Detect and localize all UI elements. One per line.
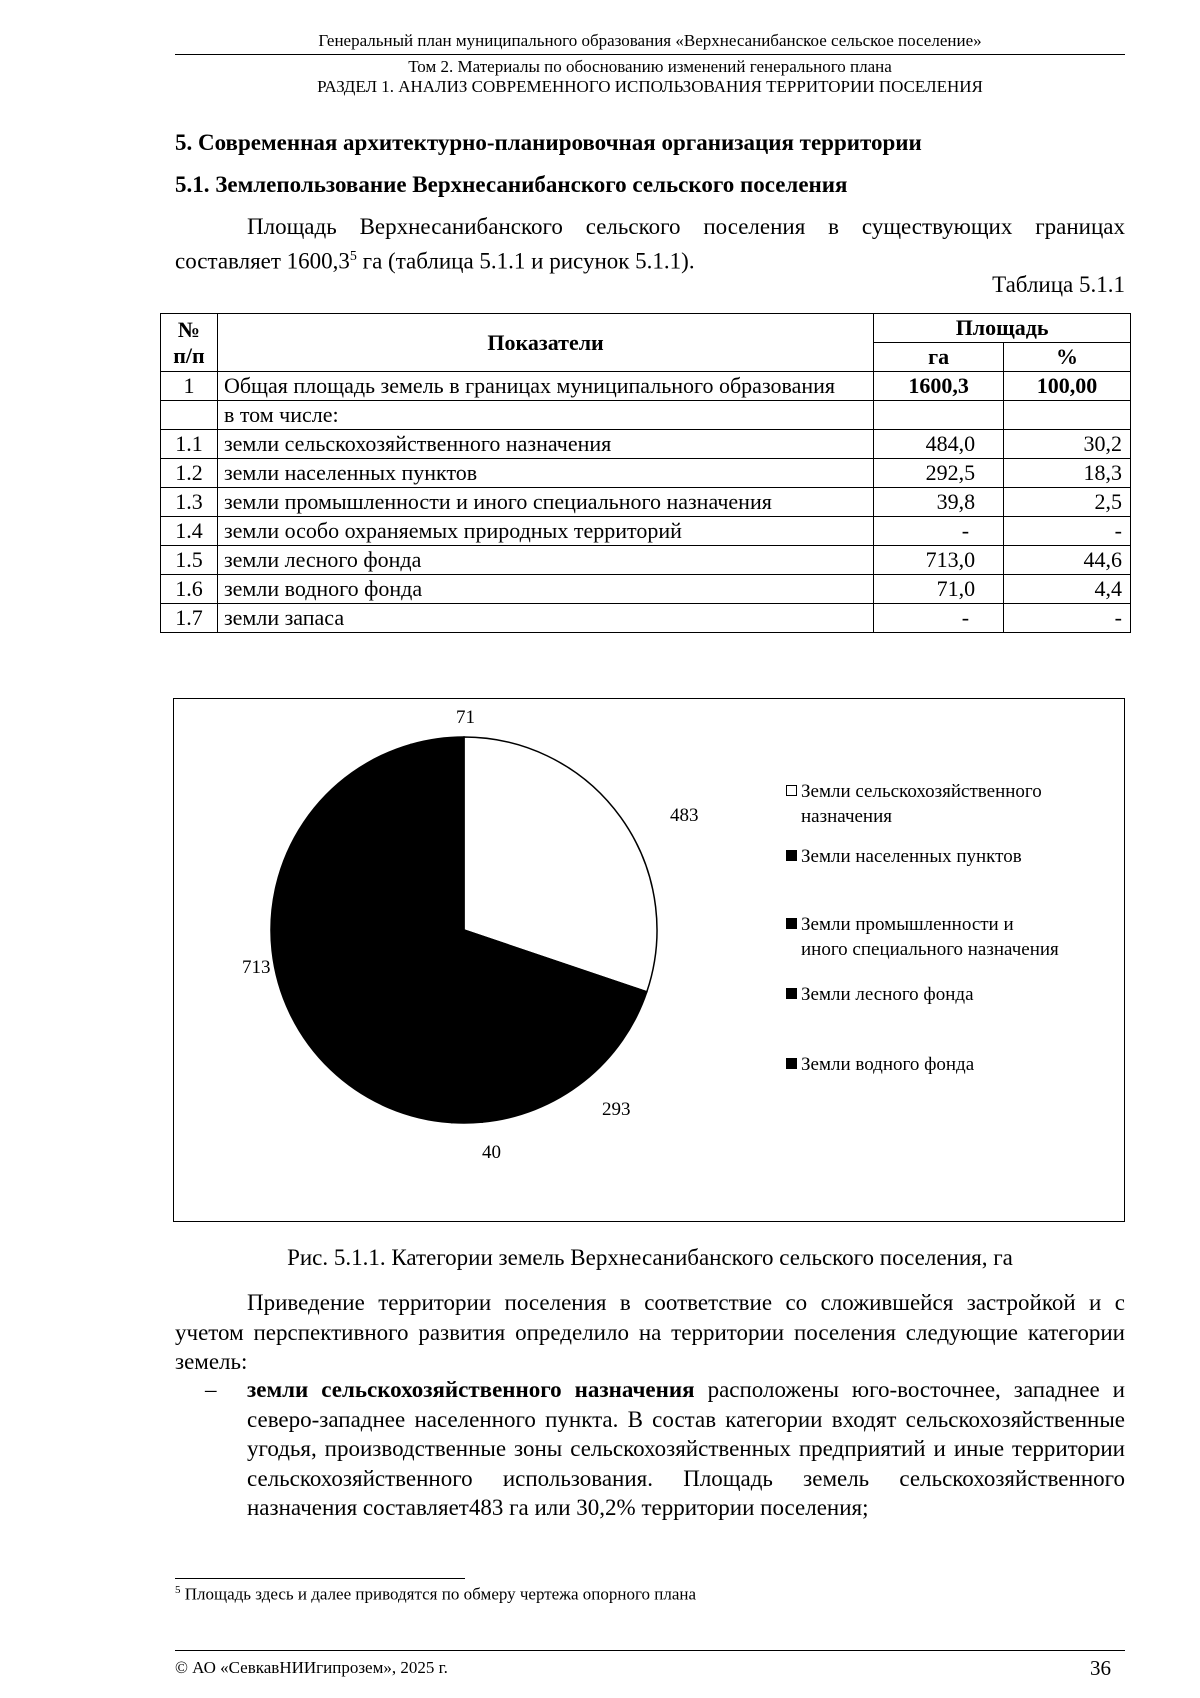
col-header-area: Площадь [874, 314, 1131, 343]
table-row [161, 430, 1131, 459]
row-num: 1.5 [161, 546, 218, 575]
legend-swatch [786, 1058, 797, 1069]
footnote-rule [175, 1578, 465, 1579]
land-table [160, 313, 1131, 633]
table-row [161, 517, 1131, 546]
footnote [175, 1584, 696, 1605]
table-row [161, 401, 1131, 430]
row-num: 1 [161, 372, 218, 401]
row-pct: 4,4 [1004, 575, 1131, 604]
footer-rule [175, 1650, 1125, 1651]
doc-header-volume: Том 2. Материалы по обоснованию изменений генерального плана [408, 57, 892, 76]
header-rule [175, 54, 1125, 55]
table-row [161, 372, 1131, 401]
data-label-agri: 483 [670, 805, 699, 826]
row-name: земли водного фонда [217, 575, 873, 604]
page-number: 36 [1090, 1656, 1111, 1680]
footer-copyright: © АО «СевкавНИИгипрозем», 2025 г. [175, 1658, 448, 1677]
row-pct: - [1004, 604, 1131, 633]
figure-caption: Рис. 5.1.1. Категории земель Верхнесанибанского сельского поселения, га [287, 1245, 1013, 1270]
row-name: земли населенных пунктов [217, 459, 873, 488]
row-name: земли лесного фонда [217, 546, 873, 575]
table-row [161, 575, 1131, 604]
paragraph-2-text: Приведение территории поселения в соответствие со сложившейся застройкой и с учетом перспективного развития определило на территории поселения следующие категории земель: [175, 1290, 1125, 1374]
row-pct: 44,6 [1004, 546, 1131, 575]
row-name: земли сельскохозяйственного назначения [217, 430, 873, 459]
row-ha: - [874, 517, 1004, 546]
row-name: Общая площадь земель в границах муниципального образования [217, 372, 873, 401]
col-header-num: № п/п [161, 314, 218, 372]
row-ha: 71,0 [874, 575, 1004, 604]
row-num: 1.4 [161, 517, 218, 546]
table-row [161, 604, 1131, 633]
row-ha: 292,5 [874, 459, 1004, 488]
row-ha [874, 401, 1004, 430]
legend-swatch [786, 785, 797, 796]
footnote-ref[interactable]: 5 [349, 248, 357, 264]
doc-header-title: Генеральный план муниципального образования «Верхнесанибанское сельское поселение» [318, 31, 982, 50]
legend-item-water [786, 1052, 974, 1077]
subsection-title: 5.1. Землепользование Верхнесанибанского сельского поселения [175, 172, 848, 197]
row-ha: 39,8 [874, 488, 1004, 517]
intro-paragraph [175, 212, 1125, 276]
table-caption: Таблица 5.1.1 [992, 272, 1125, 297]
bullet-dash: – [205, 1377, 217, 1402]
legend-label: Земли населенных пунктов [801, 846, 1022, 867]
legend-item-agri [786, 779, 1042, 829]
row-num: 1.7 [161, 604, 218, 633]
paragraph-2 [175, 1288, 1125, 1377]
intro-text-end: га (таблица 5.1.1 и рисунок 5.1.1). [356, 248, 695, 274]
row-name: земли особо охраняемых природных территорий [217, 517, 873, 546]
row-ha: 713,0 [874, 546, 1004, 575]
row-name: земли промышленности и иного специального назначения [217, 488, 873, 517]
legend-item-industry [786, 912, 1059, 962]
col-header-indicator: Показатели [217, 314, 873, 372]
row-name: земли запаса [217, 604, 873, 633]
pie-chart-frame [173, 698, 1125, 1222]
row-ha: 484,0 [874, 430, 1004, 459]
legend-item-forest [786, 982, 974, 1007]
intro-text: Площадь Верхнесанибанского сельского поселения в существующих границах составляет 1600,3 [175, 214, 1125, 274]
legend-label: Земли водного фонда [801, 1054, 975, 1075]
row-pct: 18,3 [1004, 459, 1131, 488]
col-header-ha: га [874, 343, 1004, 372]
row-ha: - [874, 604, 1004, 633]
data-label-forest: 713 [242, 957, 271, 978]
table-row [161, 488, 1131, 517]
row-num: 1.3 [161, 488, 218, 517]
bullet-item [175, 1375, 1125, 1523]
bullet-text: расположены юго-восточнее, западнее и северо-западнее населенного пункта. В состав категории входят сельскохозяйственные угодья, производственные зоны сельскохозяйственных предприятий и иные территории сельскохозяйственного использования. Площадь земель сельскохозяйственного назначения составляет483 га или 30,2% территории поселения; [247, 1377, 1125, 1520]
row-pct: 30,2 [1004, 430, 1131, 459]
legend-label: Земли сельскохозяйственного [801, 781, 1042, 802]
data-label-water: 71 [456, 707, 475, 728]
row-pct: - [1004, 517, 1131, 546]
legend-swatch [786, 918, 797, 929]
data-label-settlements: 293 [602, 1099, 631, 1120]
legend-swatch [786, 988, 797, 999]
legend-item-settlements [786, 844, 1022, 869]
row-num [161, 401, 218, 430]
table-row [161, 546, 1131, 575]
row-pct [1004, 401, 1131, 430]
row-num: 1.6 [161, 575, 218, 604]
row-num: 1.1 [161, 430, 218, 459]
data-label-industry: 40 [482, 1142, 501, 1163]
row-pct: 100,00 [1004, 372, 1131, 401]
row-pct: 2,5 [1004, 488, 1131, 517]
footnote-text: Площадь здесь и далее приводятся по обмеру чертежа опорного плана [180, 1584, 697, 1604]
legend-label-cont: иного специального назначения [801, 939, 1059, 960]
row-num: 1.2 [161, 459, 218, 488]
legend-label: Земли лесного фонда [801, 984, 974, 1005]
footnote-num: 5 [175, 1584, 181, 1596]
legend-label: Земли промышленности и [801, 914, 1014, 935]
legend-label-cont: назначения [801, 806, 893, 827]
section-title: 5. Современная архитектурно-планировочная организация территории [175, 130, 922, 155]
row-name: в том числе: [217, 401, 873, 430]
col-header-pct: % [1004, 343, 1131, 372]
row-ha: 1600,3 [874, 372, 1004, 401]
bullet-bold: земли сельскохозяйственного назначения [247, 1377, 695, 1402]
table-row [161, 459, 1131, 488]
doc-header-section: РАЗДЕЛ 1. АНАЛИЗ СОВРЕМЕННОГО ИСПОЛЬЗОВАНИЯ ТЕРРИТОРИИ ПОСЕЛЕНИЯ [317, 77, 983, 96]
legend-swatch [786, 850, 797, 861]
